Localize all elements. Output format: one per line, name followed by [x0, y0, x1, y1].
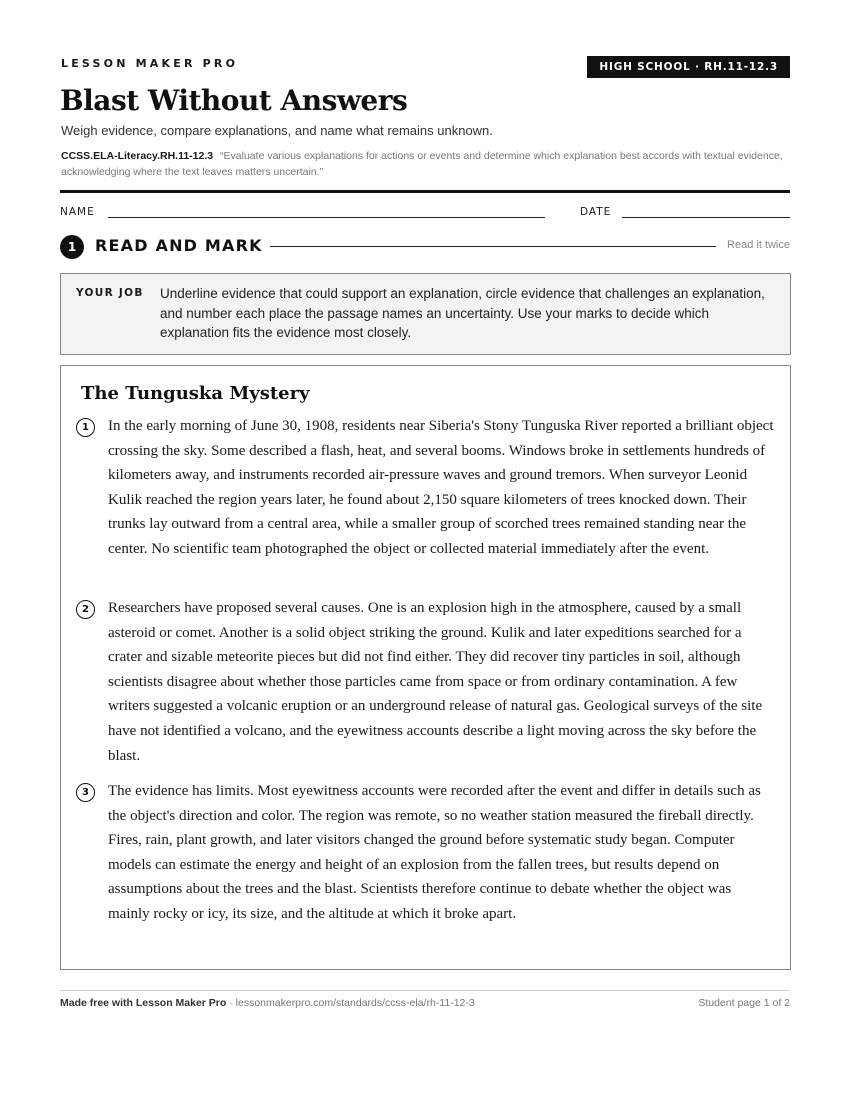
page-subtitle: Weigh evidence, compare explanations, and name what remains unknown. — [61, 123, 493, 138]
paragraph-text: Researchers have proposed several causes. One is an explosion high in the atmosphere, caused by a small asteroid or comet. Another is a solid object striking the ground. Kulik and later expeditions searched for a crater and sizable meteorite pieces but did not find either. They did recover tiny particles in soil, although scientists disagree about whether those particles came from space or from ordinary contamination. A few writers suggested a volcanic eruption or an underground release of natural gas. Geological surveys of the site have not identified a volcano, and the eyewitness accounts describe a light moving across the sky before the blast. — [108, 600, 763, 764]
instructions-text: Underline evidence that could support an explanation, circle evidence that challenges an explanation, and number each place the passage names an uncertainty. Use your marks to decide which explanation fits the evidence most closely. — [160, 286, 765, 340]
instructions-label: YOUR JOB — [76, 287, 144, 299]
section-title: READ AND MARK — [95, 236, 263, 255]
footer-made-with: Made free with Lesson Maker Pro — [60, 997, 227, 1009]
footer-url: · lessonmakerpro.com/standards/ccss-ela/rh-11-12-3 — [226, 997, 475, 1009]
name-field[interactable] — [108, 217, 545, 218]
page-title: Blast Without Answers — [60, 84, 408, 117]
paragraph-number: 1 — [76, 418, 95, 437]
passage-title: The Tunguska Mystery — [81, 383, 310, 404]
name-label: NAME — [60, 206, 95, 218]
standard-text: “Evaluate various explanations for actions or events and determine which explanation best accords with textual evidence, acknowledging where the text leaves matters uncertain.” — [61, 150, 783, 178]
section-note: Read it twice — [727, 239, 790, 251]
standard-code: CCSS.ELA-Literacy.RH.11-12.3 — [61, 150, 214, 162]
paragraph-text: The evidence has limits. Most eyewitness accounts were recorded after the event and differ in details such as the object's direction and color. The region was remote, so no weather station measured the fireball directly. Fires, rain, plant growth, and later visitors changed the ground before systematic study began. Computer models can estimate the energy and height of an explosion from the fallen trees, but results depend on assumptions about the trees and the blast. Scientists therefore continue to debate whether the object was mainly rocky or icy, its size, and the altitude at which it broke apart. — [108, 783, 761, 922]
header-divider — [60, 190, 790, 193]
reading-passage — [60, 365, 791, 970]
footer-divider — [60, 990, 790, 991]
date-label: DATE — [580, 206, 612, 218]
grade-standard-badge: HIGH SCHOOL · RH.11-12.3 — [587, 56, 790, 78]
brand-name: LESSON MAKER PRO — [61, 57, 239, 70]
paragraph-text: In the early morning of June 30, 1908, residents near Siberia's Stony Tunguska River reported a brilliant object crossing the sky. Some described a flash, heat, and several booms. Windows broke in settlements hundreds of kilometers away, and instruments recorded air-pressure waves and ground tremors. When surveyor Leonid Kulik reached the region years later, he found about 2,150 square kilometers of trees knocked down. Their trunks lay outward from a central area, while a smaller group of scorched trees remained standing near the center. No scientific team photographed the object or collected material immediately after the event. — [108, 418, 774, 557]
paragraph-number: 2 — [76, 600, 95, 619]
paragraph-number: 3 — [76, 783, 95, 802]
instructions-box — [60, 273, 791, 355]
footer-page-number: Student page 1 of 2 — [698, 997, 790, 1009]
section-rule — [270, 246, 716, 247]
date-field[interactable] — [622, 217, 790, 218]
section-number-badge: 1 — [60, 235, 84, 259]
standard-description — [61, 148, 796, 180]
footer-credit — [60, 997, 475, 1009]
